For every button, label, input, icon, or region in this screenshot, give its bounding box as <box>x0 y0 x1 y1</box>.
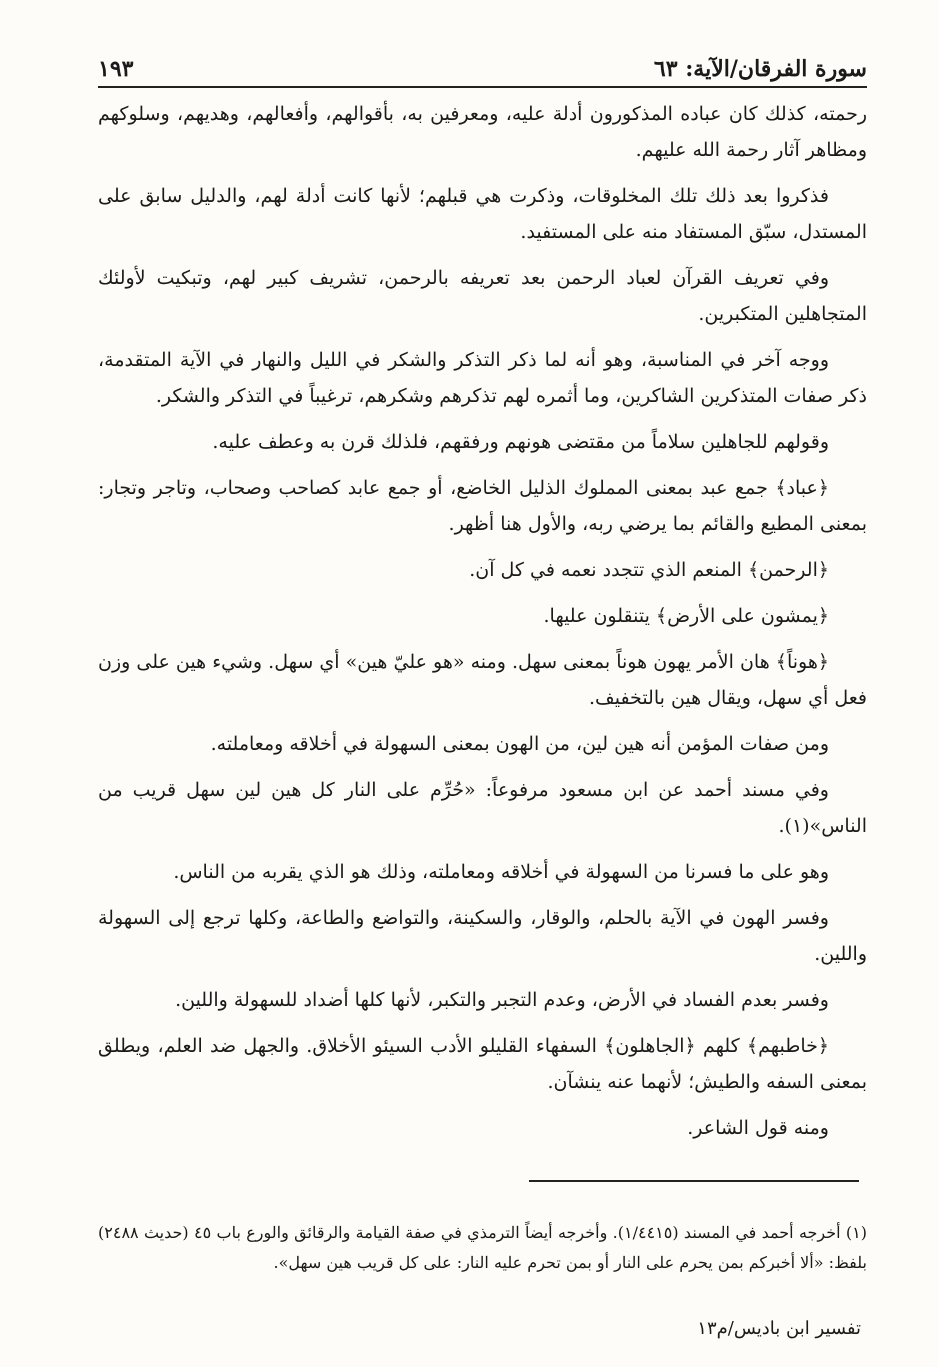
paragraph: وفي تعريف القرآن لعباد الرحمن بعد تعريفه بالرحمن، تشريف كبير لهم، وتبكيت لأولئك المتجاهلين المتكبرين. <box>98 267 867 325</box>
page-number: ١٩٣ <box>98 56 134 82</box>
paragraph: ووجه آخر في المناسبة، وهو أنه لما ذكر التذكر والشكر في الليل والنهار في الآية المتقدمة، ذكر صفات المتذكرين الشاكرين، وما أثمره لهم تذكرهم وشكرهم، ترغيباً في التذكر والشكر. <box>98 349 867 407</box>
paragraph: ﴿يمشون على الأرض﴾ يتنقلون عليها. <box>543 605 829 627</box>
paragraph: وفي مسند أحمد عن ابن مسعود مرفوعاً: «حُرِّم على النار كل هين لين سهل قريب من الناس»(١). <box>98 779 867 837</box>
running-header <box>98 42 867 88</box>
paragraph: وهو على ما فسرنا من السهولة في أخلاقه ومعاملته، وذلك هو الذي يقربه من الناس. <box>173 861 829 883</box>
paragraph: ﴿الرحمن﴾ المنعم الذي تتجدد نعمه في كل آن. <box>469 559 829 581</box>
paragraph: ﴿هوناً﴾ هان الأمر يهون هوناً بمعنى سهل. ومنه «هو عليّ هين» أي سهل. وشيء هين على وزن فعل أي سهل، ويقال هين بالتخفيف. <box>98 651 867 709</box>
paragraph: رحمته، كذلك كان عباده المذكورون أدلة عليه، ومعرفين به، بأقوالهم، وأفعالهم، وهديهم، وسلوكهم ومظاهر آثار رحمة الله عليهم. <box>98 103 867 161</box>
chapter-title: سورة الفرقان/الآية: ٦٣ <box>653 56 867 82</box>
paragraph: ومنه قول الشاعر. <box>687 1117 829 1139</box>
paragraph: ﴿خاطبهم﴾ كلهم ﴿الجاهلون﴾ السفهاء القليلو الأدب السيئو الأخلاق. والجهل ضد العلم، ويطلق بمعنى السفه والطيش؛ لأنهما عنه ينشآن. <box>98 1035 867 1093</box>
footnote: (١) أخرجه أحمد في المسند (١/٤٤١٥). وأخرجه أيضاً الترمذي في صفة القيامة والرقائق والورع باب ٤٥ (حديث ٢٤٨٨) بلفظ: «ألا أخبركم بمن يحرم على النار أو بمن تحرم عليه النار: على كل قريب هين سهل». <box>98 1223 868 1272</box>
paragraph: وفسر بعدم الفساد في الأرض، وعدم التجبر والتكبر، لأنها كلها أضداد للسهولة واللين. <box>175 989 829 1011</box>
main-text <box>98 96 867 1156</box>
paragraph: وقولهم للجاهلين سلاماً من مقتضى هونهم ورفقهم، فلذلك قرن به وعطف عليه. <box>212 431 829 453</box>
footnote-divider <box>529 1180 859 1182</box>
paragraph: ﴿عباد﴾ جمع عبد بمعنى المملوك الذليل الخاضع، أو جمع عابد كصاحب وصحاب، وتاجر وتجار: بمعنى المطيع والقائم بما يرضي ربه، والأول هنا أظهر. <box>98 477 867 535</box>
paragraph: فذكروا بعد ذلك تلك المخلوقات، وذكرت هي قبلهم؛ لأنها كانت أدلة لهم، والدليل سابق على المستدل، سبّق المستفاد منه على المستفيد. <box>98 185 867 243</box>
paragraph: وفسر الهون في الآية بالحلم، والوقار، والسكينة، والتواضع والطاعة، وكلها ترجع إلى السهولة واللين. <box>98 907 867 965</box>
paragraph: ومن صفات المؤمن أنه هين لين، من الهون بمعنى السهولة في أخلاقه ومعاملته. <box>210 733 829 755</box>
volume-footer: تفسير ابن باديس/م١٣ <box>697 1318 861 1339</box>
